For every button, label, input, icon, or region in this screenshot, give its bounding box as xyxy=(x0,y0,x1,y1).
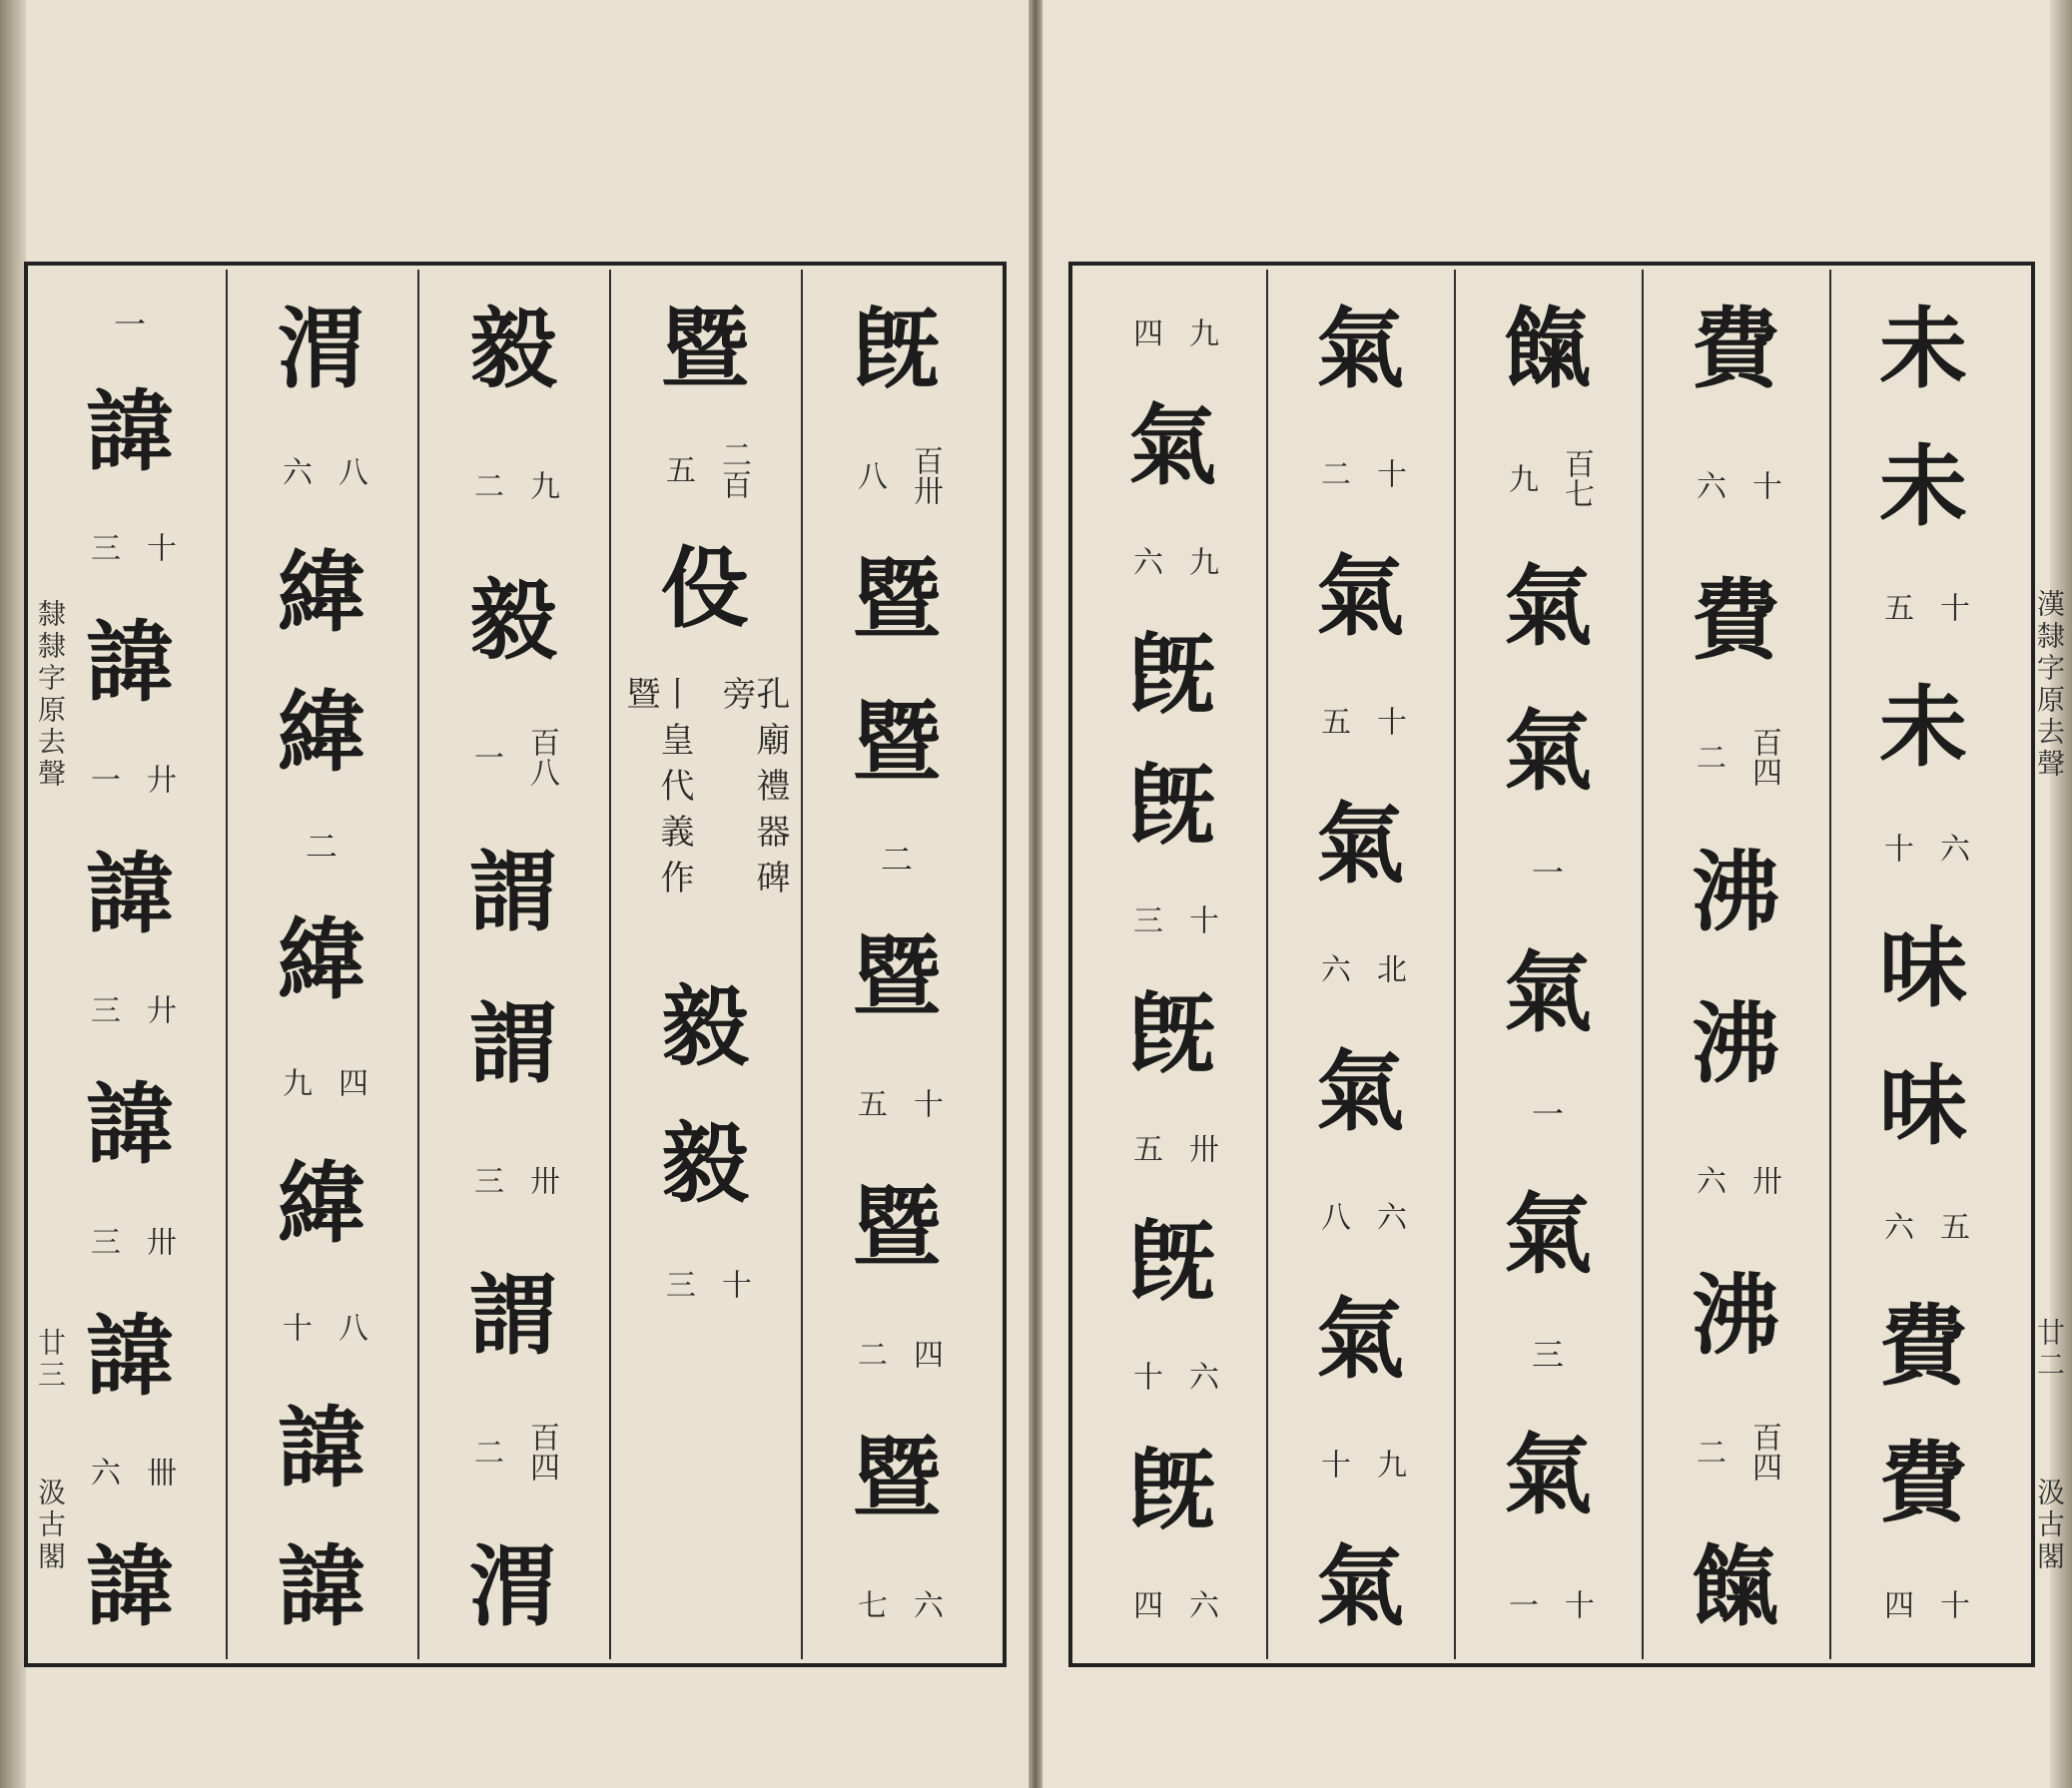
note-left-line: 十 xyxy=(1878,833,1913,864)
note-left-line: 二 xyxy=(468,1437,503,1468)
source-note xyxy=(34,514,226,580)
head-character: 緯 xyxy=(277,680,365,784)
head-character: 費 xyxy=(1691,568,1779,672)
note-right-line: 八 xyxy=(333,456,367,487)
note-right-line: 百八 xyxy=(524,726,559,787)
head-character: 諱 xyxy=(85,611,174,715)
head-character: 緯 xyxy=(277,1152,365,1256)
note-left-line: 三 xyxy=(85,1225,120,1256)
note-right-line: 十 xyxy=(1371,706,1406,736)
note-right-line: 四 xyxy=(908,1338,943,1369)
source-note xyxy=(609,436,801,502)
note-left-line: 六 xyxy=(85,1457,120,1488)
note-left-line: 六 xyxy=(1315,953,1350,983)
source-note xyxy=(1642,452,1829,518)
head-character: 暨 xyxy=(852,1176,941,1280)
note-right-line: 百四 xyxy=(1746,726,1781,787)
note-right-line: 六 xyxy=(1183,1361,1218,1392)
note-right-line: 五 xyxy=(1934,1211,1969,1242)
note-right-line: 卅 xyxy=(141,1225,176,1256)
note-left-line: 三 xyxy=(85,994,120,1025)
head-character: 旣 xyxy=(1127,622,1216,726)
note-left-line: 九 xyxy=(1503,462,1538,493)
head-character: 諱 xyxy=(85,1073,174,1177)
left-page-edge xyxy=(0,0,26,1788)
head-character: 氣 xyxy=(1503,1424,1592,1527)
note-right-line: 卅 xyxy=(1746,1165,1781,1196)
source-note xyxy=(226,438,417,504)
head-character: 旣 xyxy=(1127,754,1216,858)
source-note xyxy=(609,1251,801,1317)
right-folio: 廿二 xyxy=(2033,1318,2066,1382)
note-right-line: 九 xyxy=(524,469,559,500)
head-character: 氣 xyxy=(1503,700,1592,804)
note-right-line: 十 xyxy=(716,1268,751,1299)
note-left-line: 二 xyxy=(852,1338,887,1369)
head-character: 餼 xyxy=(1691,1535,1779,1638)
source-note xyxy=(417,452,609,518)
source-note xyxy=(1829,1571,2017,1637)
note-left-line: 十 xyxy=(1127,1361,1162,1392)
count-numeral: 二 xyxy=(305,827,338,866)
note-right-line: 百四 xyxy=(524,1422,559,1483)
source-note xyxy=(34,1208,226,1274)
source-note xyxy=(417,1147,609,1213)
source-note xyxy=(801,1321,993,1387)
note-left-line: 二 xyxy=(1691,741,1726,772)
source-note xyxy=(1266,440,1454,506)
note-left-line: 四 xyxy=(1127,1589,1162,1619)
head-character: 毅 xyxy=(468,298,557,400)
head-character: 諱 xyxy=(277,1396,365,1499)
head-character: 氣 xyxy=(1503,1182,1592,1286)
source-note xyxy=(1266,688,1454,754)
head-character: 伇 xyxy=(660,537,749,641)
note-left-line: 一 xyxy=(468,741,503,772)
note-left-line: 六 xyxy=(1691,1165,1726,1196)
note-left-line: 五 xyxy=(660,454,695,485)
head-character: 沸 xyxy=(1691,1264,1779,1368)
note-left-line: 六 xyxy=(277,456,312,487)
note-right-line: 六 xyxy=(1934,833,1969,864)
note-left-line: 二 xyxy=(1691,1437,1726,1468)
source-note xyxy=(1829,574,2017,640)
head-character: 費 xyxy=(1878,1294,1967,1398)
note-left-line: 十 xyxy=(1315,1449,1350,1479)
source-note xyxy=(1829,815,2017,881)
note-right-line: 卅 xyxy=(1183,1132,1218,1163)
count-numeral: 一 xyxy=(113,305,146,343)
inscription-note: 丨皇代義作暨 xyxy=(620,676,694,906)
note-left-line: 十 xyxy=(277,1311,312,1342)
note-right-line: 九 xyxy=(1183,545,1218,576)
note-left-line: 四 xyxy=(1878,1589,1913,1619)
note-right-line: 百七 xyxy=(1559,447,1594,508)
head-character: 旣 xyxy=(1127,1210,1216,1314)
note-right-line: 十 xyxy=(1934,1589,1969,1619)
source-note xyxy=(1454,1571,1642,1637)
note-right-line: 十 xyxy=(1183,904,1218,935)
head-character: 未 xyxy=(1878,434,1967,538)
note-right-line: 百卅 xyxy=(908,444,943,505)
note-left-line: 一 xyxy=(85,763,120,794)
head-character: 沸 xyxy=(1691,840,1779,943)
count-numeral: 一 xyxy=(1531,854,1564,893)
note-right-line: 六 xyxy=(1371,1201,1406,1231)
note-left-line: 七 xyxy=(852,1589,887,1619)
source-note xyxy=(34,746,226,812)
count-numeral: 二 xyxy=(880,841,913,880)
head-character: 謂 xyxy=(468,1264,557,1368)
head-character: 氣 xyxy=(1315,545,1404,648)
head-character: 暨 xyxy=(852,548,941,652)
head-character: 毅 xyxy=(660,974,749,1078)
note-right-line: 十 xyxy=(1934,592,1969,623)
head-character: 緯 xyxy=(277,541,365,645)
head-character: 旣 xyxy=(852,298,941,400)
right-publisher: 汲古閣 xyxy=(2033,1478,2066,1573)
note-right-line: 六 xyxy=(1183,1589,1218,1619)
head-character: 緯 xyxy=(277,908,365,1011)
note-right-line: 十 xyxy=(1371,458,1406,488)
note-left-line: 五 xyxy=(1315,706,1350,736)
head-character: 氣 xyxy=(1315,1288,1404,1391)
note-left-line: 八 xyxy=(852,459,887,490)
note-right-line: 十 xyxy=(1746,469,1781,500)
inscription-note: 孔廟禮器碑旁 xyxy=(716,676,790,906)
right-margin-title: 漢隸字原去聲 xyxy=(2033,589,2066,781)
head-character: 費 xyxy=(1691,298,1779,400)
left-publisher: 汲古閣 xyxy=(34,1478,67,1573)
head-character: 氣 xyxy=(1315,1535,1404,1638)
note-right-line: 八 xyxy=(333,1311,367,1342)
head-character: 氣 xyxy=(1315,793,1404,895)
source-note xyxy=(801,1571,993,1637)
head-character: 諱 xyxy=(277,1535,365,1638)
note-left-line: 三 xyxy=(468,1165,503,1196)
source-note xyxy=(1078,1343,1266,1409)
note-right-line: 六 xyxy=(908,1589,943,1619)
source-note xyxy=(226,1049,417,1115)
source-note xyxy=(34,1439,226,1504)
note-right-line: 北 xyxy=(1371,953,1406,983)
head-character: 餼 xyxy=(1503,298,1592,400)
note-left-line: 八 xyxy=(1315,1201,1350,1231)
head-character: 諱 xyxy=(85,379,174,483)
note-left-line: 六 xyxy=(1127,545,1162,576)
note-left-line: 二 xyxy=(1315,458,1350,488)
head-character: 諱 xyxy=(85,1535,174,1638)
head-character: 諱 xyxy=(85,842,174,945)
note-right-line: 十 xyxy=(141,532,176,563)
head-character: 渭 xyxy=(468,1535,557,1638)
note-left-line: 三 xyxy=(660,1268,695,1299)
source-note xyxy=(417,1419,609,1485)
head-character: 味 xyxy=(1878,1053,1967,1157)
source-note xyxy=(1078,887,1266,952)
note-left-line: 五 xyxy=(852,1087,887,1118)
head-character: 暨 xyxy=(852,690,941,794)
note-right-line: 卌 xyxy=(141,1457,176,1488)
source-note xyxy=(801,442,993,508)
source-note xyxy=(1642,724,1829,790)
source-note xyxy=(1266,1431,1454,1496)
note-left-line: 一 xyxy=(1503,1589,1538,1619)
head-character: 暨 xyxy=(852,1427,941,1530)
head-character: 暨 xyxy=(660,298,749,400)
note-left-line: 五 xyxy=(1127,1132,1162,1163)
note-right-line: 二百 xyxy=(716,439,751,500)
source-note xyxy=(417,724,609,790)
note-left-line: 三 xyxy=(1127,904,1162,935)
note-left-line: 四 xyxy=(1127,317,1162,347)
head-character: 暨 xyxy=(852,925,941,1028)
head-character: 渭 xyxy=(277,298,365,400)
source-note xyxy=(1266,935,1454,1001)
source-note xyxy=(1078,299,1266,365)
head-character: 費 xyxy=(1878,1432,1967,1535)
head-character: 氣 xyxy=(1127,394,1216,498)
left-folio: 廿三 xyxy=(34,1328,67,1392)
source-note xyxy=(1078,1571,1266,1637)
head-character: 謂 xyxy=(468,992,557,1096)
head-character: 氣 xyxy=(1503,941,1592,1044)
note-right-line: 卅 xyxy=(524,1165,559,1196)
source-note xyxy=(1642,1147,1829,1213)
head-character: 氣 xyxy=(1315,298,1404,400)
head-character: 味 xyxy=(1878,916,1967,1019)
note-right-line: 四 xyxy=(333,1067,367,1098)
head-character: 氣 xyxy=(1315,1040,1404,1143)
head-character: 諱 xyxy=(85,1304,174,1408)
head-character: 毅 xyxy=(468,568,557,672)
note-left-line: 九 xyxy=(277,1067,312,1098)
source-note xyxy=(1642,1419,1829,1485)
note-left-line: 五 xyxy=(1878,592,1913,623)
note-right-line: 廾 xyxy=(141,763,176,794)
source-note xyxy=(1078,528,1266,594)
note-right-line: 十 xyxy=(908,1087,943,1118)
source-note xyxy=(34,976,226,1042)
head-character: 旣 xyxy=(1127,981,1216,1085)
head-character: 氣 xyxy=(1503,554,1592,658)
head-character: 謂 xyxy=(468,840,557,943)
head-character: 毅 xyxy=(660,1111,749,1215)
source-note xyxy=(1454,445,1642,511)
source-note xyxy=(226,1294,417,1360)
note-right-line: 九 xyxy=(1371,1449,1406,1479)
note-left-line: 六 xyxy=(1691,469,1726,500)
note-left-line: 三 xyxy=(85,532,120,563)
note-right-line: 廾 xyxy=(141,994,176,1025)
source-note xyxy=(1829,1193,2017,1259)
note-left-line: 六 xyxy=(1878,1211,1913,1242)
head-character: 未 xyxy=(1878,298,1967,400)
source-note xyxy=(801,1070,993,1136)
note-right-line: 百四 xyxy=(1746,1422,1781,1483)
head-character: 未 xyxy=(1878,675,1967,779)
book-gutter xyxy=(1029,0,1042,1788)
note-left-line: 二 xyxy=(468,469,503,500)
note-right-line: 九 xyxy=(1183,317,1218,347)
head-character: 沸 xyxy=(1691,992,1779,1096)
source-note xyxy=(1266,1183,1454,1249)
left-margin-title: 隸隸字原去聲 xyxy=(34,599,67,791)
note-right-line: 十 xyxy=(1559,1589,1594,1619)
head-character: 旣 xyxy=(1127,1438,1216,1541)
count-numeral: 三 xyxy=(1531,1336,1564,1375)
count-numeral: 一 xyxy=(1531,1094,1564,1133)
source-note xyxy=(1078,1115,1266,1181)
